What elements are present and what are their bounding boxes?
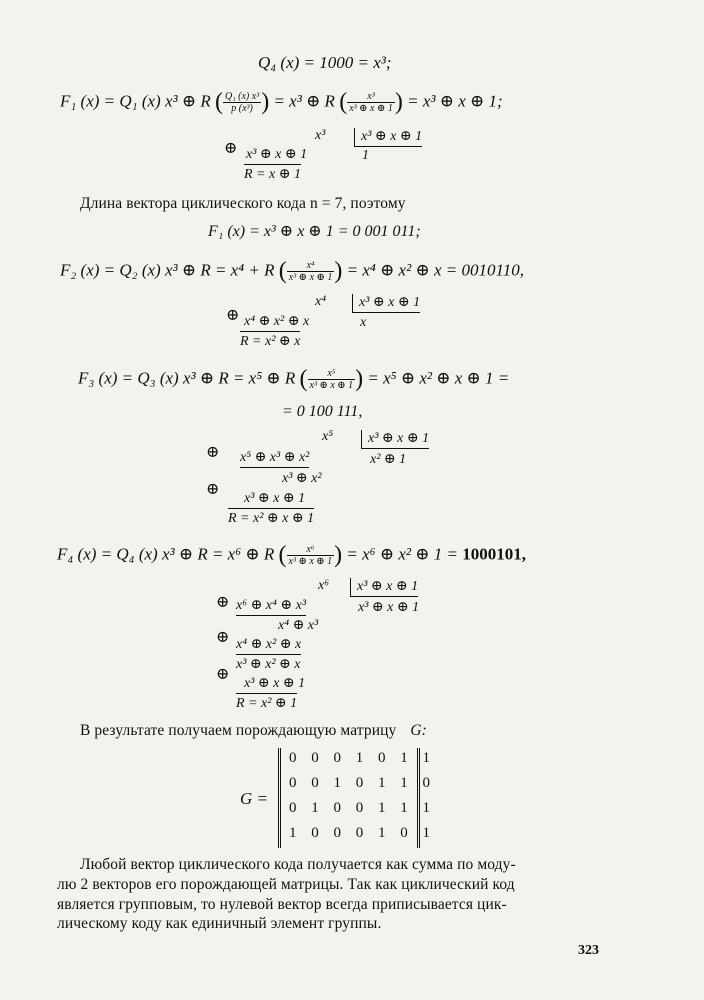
frac-numerator: x⁶ — [287, 544, 335, 556]
eq-f3-frac — [308, 368, 356, 391]
div1-remainder: R = x ⊕ 1 — [244, 164, 301, 183]
div4-partial-remainder-1: x⁴ ⊕ x³ — [278, 618, 319, 633]
div3-divisor: x³ ⊕ x ⊕ 1 — [361, 430, 429, 449]
frac-denominator: x³ ⊕ x ⊕ 1 — [288, 556, 333, 567]
div4-subtrahend-2: x⁴ ⊕ x² ⊕ x — [236, 636, 301, 655]
div4-plus-3: ⊕ — [216, 666, 230, 683]
matrix-row-3: 0 1 0 0 1 1 1 — [289, 800, 436, 816]
div3-dividend: x⁵ — [322, 429, 334, 444]
frac-numerator: x³ — [347, 91, 395, 103]
eq-f1-mid: = x³ ⊕ R — [273, 91, 335, 111]
div2-remainder: R = x² ⊕ x — [240, 331, 300, 350]
final-line-2: лю 2 векторов его порождающей матрицы. Так как циклический код — [57, 876, 515, 893]
div2-quotient: x — [360, 315, 367, 330]
div3-subtrahend-1: x⁵ ⊕ x³ ⊕ x² — [240, 449, 309, 468]
div2-dividend: x⁴ — [315, 294, 327, 309]
eq-f4: F₄ (x) = Q₄ (x) x³ ⊕ R = x⁶ ⊕ R ( $\frac{\text{x⁶}}{\text{x³ ⊕ x ⊕ 1}}$ ) = x⁶ ⊕ x² ⊕ 1 = 1000101, — [57, 542, 526, 568]
div4-plus-2: ⊕ — [216, 629, 230, 646]
matrix-row-2: 0 0 1 0 1 1 0 — [289, 775, 436, 791]
matrix-row-4: 1 0 0 0 1 0 1 — [289, 825, 436, 841]
eq-f3: F₃ (x) = Q₃ (x) x³ ⊕ R = x⁵ ⊕ R ( $\frac{\text{x⁵}}{\text{x³ ⊕ x ⊕ 1}}$ ) = x⁵ ⊕ x² ⊕ x ⊕ 1 = — [78, 366, 510, 392]
eq-f1-lhs: F₁ (x) = Q₁ (x) x³ ⊕ R — [60, 91, 211, 111]
div4-partial-remainder-2: x³ ⊕ x² ⊕ x — [236, 657, 301, 672]
matrix-row-1: 0 0 0 1 0 1 1 — [289, 750, 436, 766]
eq-f4-frac — [287, 544, 335, 567]
frac-denominator: x³ ⊕ x ⊕ 1 — [309, 380, 354, 391]
frac-denominator: x³ ⊕ x ⊕ 1 — [349, 103, 393, 114]
div3-remainder: R = x² ⊕ x ⊕ 1 — [228, 508, 314, 527]
frac-denominator: p (x³) — [231, 103, 253, 114]
final-line-1: Любой вектор циклического кода получается как сумма по моду- — [80, 856, 516, 873]
div1-plus: ⊕ — [224, 140, 238, 157]
matrix-label: G = — [240, 789, 268, 808]
div4-dividend: x⁶ — [318, 578, 330, 593]
div4-quotient: x³ ⊕ x ⊕ 1 — [358, 600, 420, 615]
div4-plus-1: ⊕ — [216, 594, 230, 611]
eq-f4-rhs: = x⁶ ⊕ x² ⊕ 1 = — [346, 544, 458, 564]
div2-plus: ⊕ — [226, 307, 240, 324]
div1-divisor: x³ ⊕ x ⊕ 1 — [354, 128, 422, 147]
paragraph-result — [80, 722, 427, 740]
frac-numerator: x⁵ — [308, 368, 356, 380]
eq-f3-lhs: F₃ (x) = Q₃ (x) x³ ⊕ R = x⁵ ⊕ R — [78, 368, 296, 388]
div4-remainder: R = x² ⊕ 1 — [236, 693, 297, 712]
eq-f1-rhs: = x³ ⊕ x ⊕ 1; — [407, 91, 503, 111]
paragraph-length: Длина вектора циклического кода n = 7, поэтому — [80, 195, 406, 212]
eq-q4: Q₄ (x) = 1000 = x³; — [258, 53, 392, 72]
eq-f1-code: F₁ (x) = x³ ⊕ x ⊕ 1 = 0 001 011; — [208, 223, 421, 240]
frac-numerator: Q₁ (x) x³ — [224, 91, 260, 102]
final-line-4: лическому коду как единичный элемент группы. — [57, 915, 382, 932]
div3-plus-2: ⊕ — [206, 481, 220, 498]
eq-f1-frac1 — [223, 91, 261, 114]
eq-f2-frac — [287, 260, 335, 283]
div3-subtrahend-2: x³ ⊕ x ⊕ 1 — [244, 491, 306, 506]
eq-f4-code: 1000101, — [462, 544, 526, 564]
final-line-3: является групповым, то нулевой вектор всегда приписывается цик- — [57, 896, 507, 913]
eq-f2: F₂ (x) = Q₂ (x) x³ ⊕ R = x⁴ + R ( $\frac{\text{x⁴}}{\text{x³ ⊕ x ⊕ 1}}$ ) = x⁴ ⊕ x² ⊕ x = 0010110, — [60, 258, 524, 284]
div2-divisor: x³ ⊕ x ⊕ 1 — [352, 294, 420, 313]
div3-quotient: x² ⊕ 1 — [370, 452, 407, 467]
eq-f3-rhs: = x⁵ ⊕ x² ⊕ x ⊕ 1 = — [367, 368, 510, 388]
eq-f1-frac2 — [347, 91, 395, 114]
div2-subtrahend: x⁴ ⊕ x² ⊕ x — [244, 314, 310, 329]
eq-f2-rhs: = x⁴ ⊕ x² ⊕ x = 0010110, — [346, 260, 524, 280]
frac-numerator: x⁴ — [287, 260, 335, 272]
eq-f3-continuation: = 0 100 111, — [282, 403, 363, 420]
eq-f2-lhs: F₂ (x) = Q₂ (x) x³ ⊕ R = x⁴ + R — [60, 260, 275, 280]
matrix-symbol: G: — [410, 722, 427, 739]
frac-denominator: x³ ⊕ x ⊕ 1 — [288, 272, 333, 283]
eq-f1: F₁ (x) = Q₁ (x) x³ ⊕ R ( $\frac{\text{Q₁ (x) x³}}{\text{p (x³)}}$ ) = x³ ⊕ R ( $\frac{\text{x³}}{\text{x³ ⊕ x ⊕ 1}}$ ) = x³ ⊕ x ⊕ 1; — [60, 89, 503, 115]
div1-dividend: x³ — [315, 128, 326, 143]
paragraph-result-text: В результате получаем порождающую матрицу — [80, 722, 397, 739]
generator-matrix — [278, 748, 436, 848]
div4-divisor: x³ ⊕ x ⊕ 1 — [350, 578, 418, 597]
div4-subtrahend-1: x⁶ ⊕ x⁴ ⊕ x³ — [236, 597, 306, 616]
div1-subtrahend: x³ ⊕ x ⊕ 1 — [246, 147, 308, 162]
div4-subtrahend-3: x³ ⊕ x ⊕ 1 — [244, 676, 306, 691]
eq-f4-lhs: F₄ (x) = Q₄ (x) x³ ⊕ R = x⁶ ⊕ R — [57, 544, 275, 564]
div1-quotient: 1 — [362, 148, 369, 163]
div3-partial-remainder: x³ ⊕ x² — [282, 471, 322, 486]
div3-plus-1: ⊕ — [206, 444, 220, 461]
page-number: 323 — [578, 943, 599, 958]
